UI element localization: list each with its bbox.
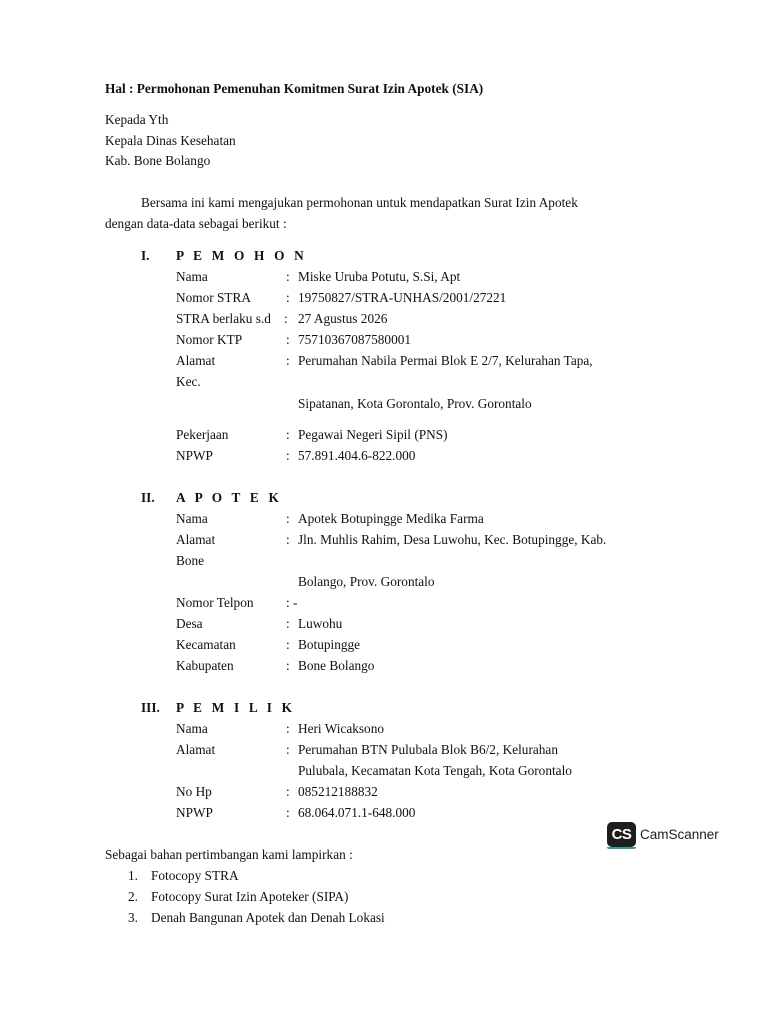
pemilik-nama-value: Heri Wicaksono xyxy=(298,721,384,736)
pemilik-alamat-line-1: Perumahan BTN Pulubala Blok B6/2, Kelurahan xyxy=(298,742,558,757)
separator: : xyxy=(286,616,290,631)
separator: : xyxy=(286,805,290,820)
apotek-kecamatan-value: Botupingge xyxy=(298,637,361,652)
pemilik-npwp-value: 68.064.071.1-648.000 xyxy=(298,805,416,820)
separator: : xyxy=(286,332,290,347)
pemohon-pekerjaan-label: Pekerjaan xyxy=(176,427,229,442)
separator: : xyxy=(286,658,290,673)
attachment-item: Fotocopy STRA xyxy=(151,868,239,883)
apotek-alamat-line-2: Bolango, Prov. Gorontalo xyxy=(298,574,435,589)
attachment-item: Denah Bangunan Apotek dan Denah Lokasi xyxy=(151,910,385,925)
attachment-number: 3. xyxy=(128,910,138,925)
pemohon-pekerjaan-value: Pegawai Negeri Sipil (PNS) xyxy=(298,427,448,442)
pemohon-nama-value: Miske Uruba Potutu, S.Si, Apt xyxy=(298,269,461,284)
pemohon-alamat-line-1: Perumahan Nabila Permai Blok E 2/7, Kelurahan Tapa, xyxy=(298,353,593,368)
camscanner-label: CamScanner xyxy=(640,827,719,842)
separator: : xyxy=(286,269,290,284)
pemohon-alamat-line-2: Sipatanan, Kota Gorontalo, Prov. Gorontalo xyxy=(298,396,532,411)
section-2-heading: A P O T E K xyxy=(176,490,283,505)
camscanner-watermark xyxy=(607,822,719,847)
pemilik-hp-label: No Hp xyxy=(176,784,212,799)
separator: : xyxy=(286,742,290,757)
recipient-line-3: Kab. Bone Bolango xyxy=(105,153,211,168)
pemohon-alamat-label: Alamat xyxy=(176,353,216,368)
apotek-desa-value: Luwohu xyxy=(298,616,343,631)
section-2-numeral: II. xyxy=(141,490,155,505)
pemohon-ktp-label: Nomor KTP xyxy=(176,332,243,347)
separator: : xyxy=(286,448,290,463)
separator: : xyxy=(286,637,290,652)
apotek-nama-value: Apotek Botupingge Medika Farma xyxy=(298,511,484,526)
pemilik-nama-label: Nama xyxy=(176,721,208,736)
pemilik-hp-value: 085212188832 xyxy=(298,784,378,799)
pemilik-alamat-line-2: Pulubala, Kecamatan Kota Tengah, Kota Gorontalo xyxy=(298,763,572,778)
apotek-telpon-value: : - xyxy=(286,595,298,610)
pemohon-stra-berlaku-label: STRA berlaku s.d xyxy=(176,311,271,326)
intro-line-1: Bersama ini kami mengajukan permohonan untuk mendapatkan Surat Izin Apotek xyxy=(141,195,578,210)
separator: : xyxy=(286,427,290,442)
section-3-heading: P E M I L I K xyxy=(176,700,296,715)
section-1-numeral: I. xyxy=(141,248,150,263)
separator: : xyxy=(286,721,290,736)
apotek-kabupaten-label: Kabupaten xyxy=(176,658,234,673)
apotek-kabupaten-value: Bone Bolango xyxy=(298,658,375,673)
pemohon-npwp-label: NPWP xyxy=(176,448,213,463)
separator: : xyxy=(284,311,288,326)
pemilik-alamat-label: Alamat xyxy=(176,742,216,757)
apotek-alamat-line-1: Jln. Muhlis Rahim, Desa Luwohu, Kec. Botupingge, Kab. xyxy=(298,532,607,547)
pemohon-ktp-value: 75710367087580001 xyxy=(298,332,412,347)
apotek-nama-label: Nama xyxy=(176,511,208,526)
pemohon-stra-value: 19750827/STRA-UNHAS/2001/27221 xyxy=(298,290,507,305)
pemohon-nama-label: Nama xyxy=(176,269,208,284)
apotek-desa-label: Desa xyxy=(176,616,203,631)
attachments-intro: Sebagai bahan pertimbangan kami lampirkan : xyxy=(105,847,353,862)
recipient-line-2: Kepala Dinas Kesehatan xyxy=(105,133,236,148)
pemohon-alamat-wrap: Kec. xyxy=(176,374,201,389)
apotek-alamat-wrap: Bone xyxy=(176,553,205,568)
attachment-number: 1. xyxy=(128,868,138,883)
pemohon-stra-label: Nomor STRA xyxy=(176,290,251,305)
pemilik-npwp-label: NPWP xyxy=(176,805,213,820)
separator: : xyxy=(286,784,290,799)
attachment-number: 2. xyxy=(128,889,138,904)
attachment-item: Fotocopy Surat Izin Apoteker (SIPA) xyxy=(151,889,349,904)
section-3-numeral: III. xyxy=(141,700,160,715)
pemohon-stra-berlaku-value: 27 Agustus 2026 xyxy=(298,311,388,326)
separator: : xyxy=(286,290,290,305)
separator: : xyxy=(286,532,290,547)
apotek-telpon-label: Nomor Telpon xyxy=(176,595,254,610)
camscanner-logo-icon: CS xyxy=(607,822,636,847)
apotek-alamat-label: Alamat xyxy=(176,532,216,547)
section-1-heading: P E M O H O N xyxy=(176,248,307,263)
intro-line-2: dengan data-data sebagai berikut : xyxy=(105,216,287,231)
separator: : xyxy=(286,353,290,368)
pemohon-npwp-value: 57.891.404.6-822.000 xyxy=(298,448,416,463)
separator: : xyxy=(286,511,290,526)
subject-line: Hal : Permohonan Pemenuhan Komitmen Surat Izin Apotek (SIA) xyxy=(105,81,484,96)
apotek-kecamatan-label: Kecamatan xyxy=(176,637,236,652)
recipient-line-1: Kepada Yth xyxy=(105,112,169,127)
